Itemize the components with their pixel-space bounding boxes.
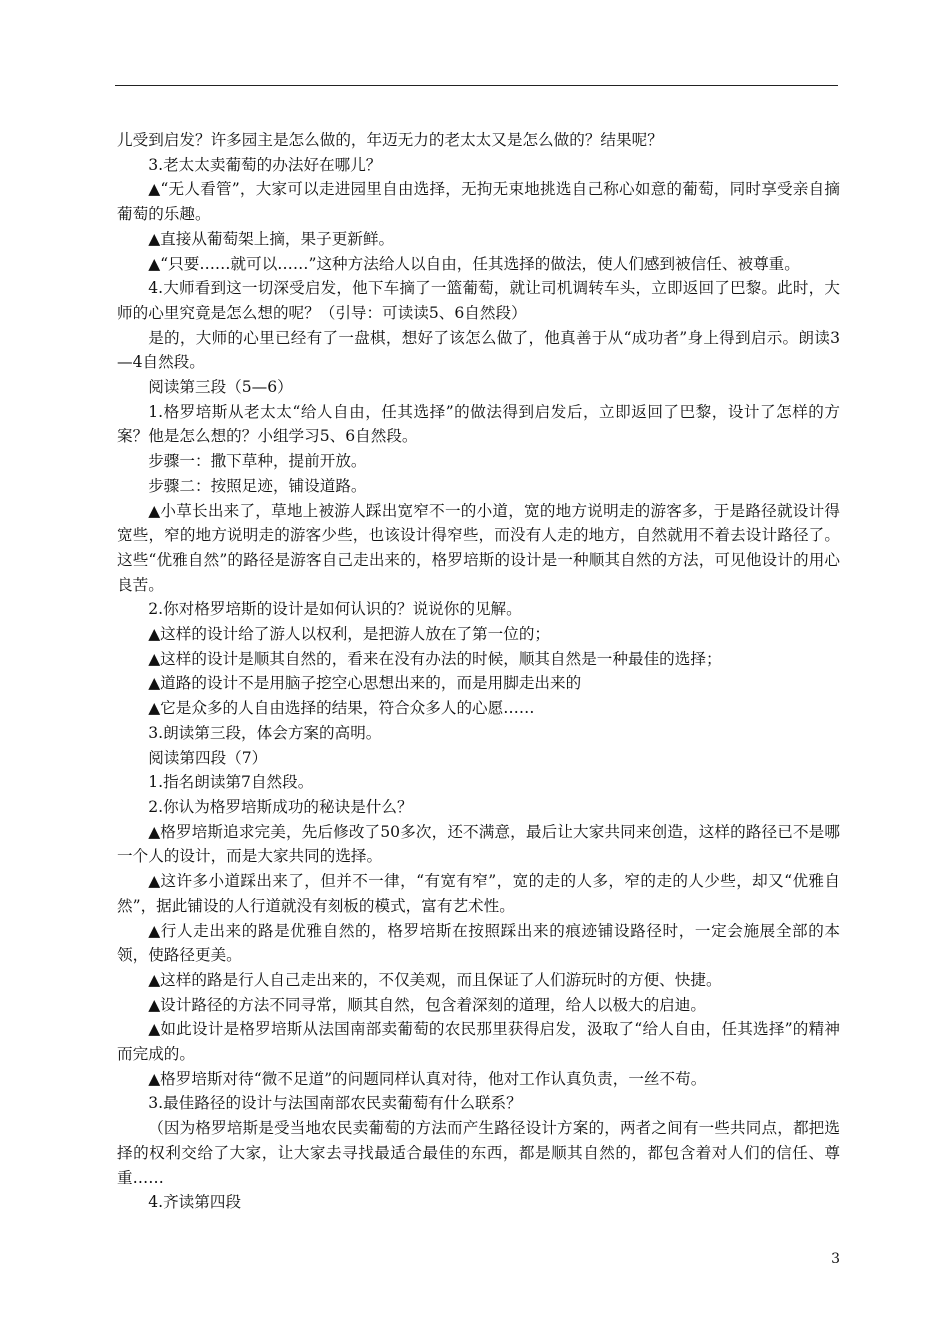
paragraph: ▲“无人看管”，大家可以走进园里自由选择，无拘无束地挑选自己称心如意的葡萄，同时享受亲自摘葡萄的乐趣。: [117, 180, 840, 224]
paragraph: 1.指名朗读第7自然段。: [148, 773, 314, 792]
paragraph: 1.格罗培斯从老太太“给人自由，任其选择”的做法得到启发后，立即返回了巴黎，设计了怎样的方案？他是怎么想的？小组学习5、6自然段。: [117, 402, 840, 446]
paragraph: ▲格罗培斯对待“微不足道”的问题同样认真对待，他对工作认真负责，一丝不苟。: [148, 1069, 707, 1088]
paragraph: 2.你认为格罗培斯成功的秘诀是什么？: [148, 797, 413, 816]
paragraph: 3.老太太卖葡萄的办法好在哪儿？: [148, 155, 382, 174]
paragraph: 3.最佳路径的设计与法国南部农民卖葡萄有什么联系？: [148, 1094, 522, 1113]
paragraph: 儿受到启发？许多园主是怎么做的，年迈无力的老太太又是怎么做的？结果呢？: [117, 131, 663, 149]
paragraph: ▲“只要……就可以……”这种方法给人以自由，任其选择的做法，使人们感到被信任、被尊重。: [148, 254, 800, 273]
paragraph: ▲这样的路是行人自己走出来的，不仅美观，而且保证了人们游玩时的方便、快捷。: [148, 970, 722, 989]
page-number: 3: [831, 1251, 840, 1267]
paragraph: 4.齐读第四段: [148, 1193, 242, 1212]
header-rule: [115, 85, 838, 86]
paragraph: ▲行人走出来的路是优雅自然的，格罗培斯在按照踩出来的痕迹铺设路径时，一定会施展全部的本领，使路径更美。: [117, 921, 840, 965]
paragraph: 阅读第四段（7）: [148, 748, 268, 767]
paragraph: 2.你对格罗培斯的设计是如何认识的？说说你的见解。: [148, 600, 522, 619]
paragraph: ▲格罗培斯追求完美，先后修改了50多次，还不满意，最后让大家共同来创造，这样的路径已不是哪一个人的设计，而是大家共同的选择。: [117, 822, 840, 866]
paragraph: ▲这样的设计是顺其自然的，看来在没有办法的时候，顺其自然是一种最佳的选择；: [148, 649, 722, 668]
paragraph: ▲道路的设计不是用脑子挖空心思想出来的，而是用脚走出来的: [148, 674, 582, 693]
paragraph: ▲直接从葡萄架上摘，果子更新鲜。: [148, 229, 395, 248]
paragraph: （因为格罗培斯是受当地农民卖葡萄的方法而产生路径设计方案的，两者之间有一些共同点，都把选择的权利交给了大家，让大家去寻找最适合最佳的东西，都是顺其自然的，都包含着对人们的信任、尊重……: [117, 1119, 840, 1187]
paragraph: 是的，大师的心里已经有了一盘棋，想好了该怎么做了，他真善于从“成功者”身上得到启示。朗读3—4自然段。: [117, 328, 840, 372]
paragraph: ▲这样的设计给了游人以权利，是把游人放在了第一位的；: [148, 625, 551, 644]
paragraph: 4.大师看到这一切深受启发，他下车摘了一篮葡萄，就让司机调转车头，立即返回了巴黎。此时，大师的心里究竟是怎么想的呢？（引导：可读读5、6自然段）: [117, 279, 840, 322]
document-body: [117, 128, 840, 1215]
paragraph: 步骤一：撒下草种，提前开放。: [148, 452, 367, 471]
paragraph: ▲设计路径的方法不同寻常，顺其自然，包含着深刻的道理，给人以极大的启迪。: [148, 995, 706, 1014]
paragraph: ▲这许多小道踩出来了，但并不一律，“有宽有窄”，宽的走的人多，窄的走的人少些，却又“优雅自然”，据此铺设的人行道就没有刻板的模式，富有艺术性。: [117, 872, 840, 915]
paragraph: 步骤二：按照足迹，铺设道路。: [148, 476, 367, 495]
paragraph: 3.朗读第三段，体会方案的高明。: [148, 723, 382, 742]
paragraph: ▲小草长出来了，草地上被游人踩出宽窄不一的小道，宽的地方说明走的游客多，于是路径就设计得宽些，窄的地方说明走的游客少些，也该设计得窄些，而没有人走的地方，自然就用不着去设计路径了。这些“优雅自然”的路径是游客自己走出来的，格罗培斯的设计是一种顺其自然的方法，可见他设计的用心良苦。: [117, 501, 840, 594]
paragraph: ▲如此设计是格罗培斯从法国南部卖葡萄的农民那里获得启发，汲取了“给人自由，任其选择”的精神而完成的。: [117, 1020, 840, 1064]
paragraph: ▲它是众多的人自由选择的结果，符合众多人的心愿……: [148, 699, 535, 718]
paragraph: 阅读第三段（5—6）: [148, 378, 293, 397]
